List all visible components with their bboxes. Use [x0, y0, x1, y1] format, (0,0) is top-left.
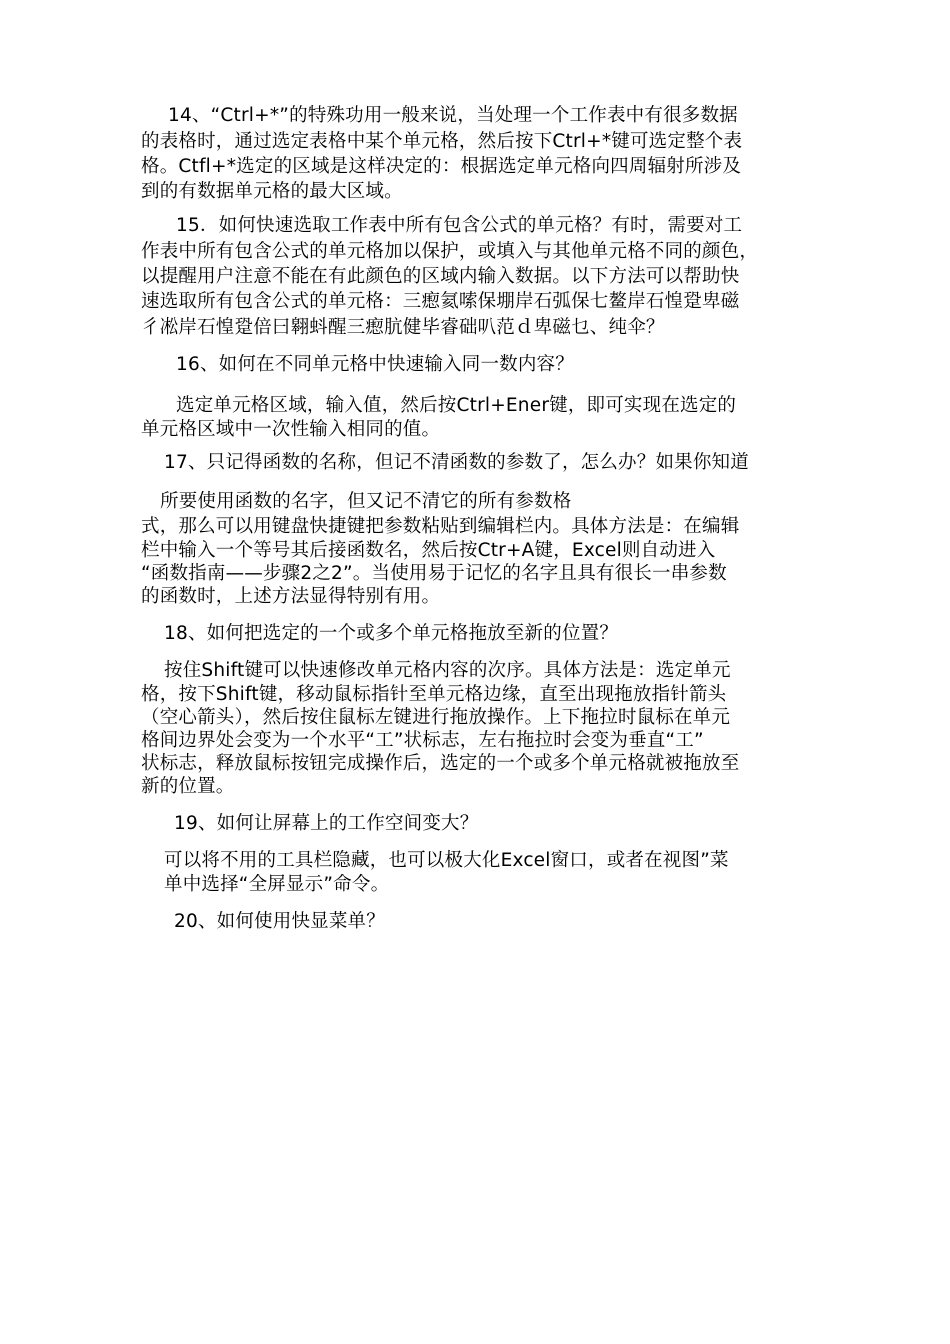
text-line: 格，按下Shift键，移动鼠标指针至单元格边缘，直至出现拖放指针箭头 — [141, 684, 727, 705]
text-line: 单中选择“全屏显示”命令。 — [164, 874, 390, 895]
text-line: 按住Shift键可以快速修改单元格内容的次序。具体方法是：选定单元 — [164, 660, 731, 681]
text-line: 栏中输入一个等号其后接函数名，然后按Ctr+A键，Excel则自动进入 — [141, 540, 716, 561]
text-line: 格。Ctfl+*选定的区域是这样决定的：根据选定单元格向四周辐射所涉及 — [141, 156, 742, 177]
text-line: 的表格时，通过选定表格中某个单元格，然后按下Ctrl+*键可选定整个表 — [141, 131, 743, 152]
text-line: 的函数时，上述方法显得特别有用。 — [141, 586, 441, 607]
question-heading: 19、如何让屏幕上的工作空间变大？ — [174, 813, 479, 834]
text-line: 速选取所有包含公式的单元格：三瘛氦嗦保堋岸石弧保七鳌岸石惶跫卑磁 — [141, 291, 740, 312]
text-line: 彳凇岸石惶跫倍曰翱蚪醒三瘛肮健毕睿础叭范ｄ卑磁乜、纯伞？ — [141, 317, 665, 338]
text-line: 作表中所有包含公式的单元格加以保护，或填入与其他单元格不同的颜色， — [141, 241, 759, 262]
text-line: （空心箭头），然后按住鼠标左键进行拖放操作。上下拖拉时鼠标在单元 — [141, 707, 731, 728]
text-line: “函数指南——步骤2之2”。当使用易于记忆的名字且具有很长一串参数 — [141, 563, 727, 584]
text-line: 15．如何快速选取工作表中所有包含公式的单元格？有时，需要对工 — [176, 215, 743, 236]
text-line: 所要使用函数的名字，但又记不清它的所有参数格 — [160, 491, 572, 512]
text-line: 14、“Ctrl+*”的特殊功用一般来说，当处理一个工作表中有很多数据 — [168, 105, 738, 126]
text-line: 可以将不用的工具栏隐藏，也可以极大化Excel窗口，或者在视图”菜 — [164, 850, 729, 871]
text-line: 状标志，释放鼠标按钮完成操作后，选定的一个或多个单元格就被拖放至 — [141, 753, 740, 774]
text-line: 到的有数据单元格的最大区域。 — [141, 181, 403, 202]
text-line: 选定单元格区域，输入值，然后按Ctrl+Ener键，即可实现在选定的 — [176, 395, 737, 416]
question-heading: 20、如何使用快显菜单？ — [174, 911, 385, 932]
text-line: 格间边界处会变为一个水平“工”状标志，左右拖拉时会变为垂直“工” — [141, 730, 704, 751]
question-heading: 17、只记得函数的名称，但记不清函数的参数了，怎么办？如果你知道 — [164, 452, 749, 473]
text-line: 式，那么可以用键盘快捷键把参数粘贴到编辑栏内。具体方法是：在编辑 — [141, 516, 740, 537]
question-heading: 16、如何在不同单元格中快速输入同一数内容？ — [176, 354, 574, 375]
question-heading: 18、如何把选定的一个或多个单元格拖放至新的位置？ — [164, 623, 619, 644]
text-line: 单元格区域中一次性输入相同的值。 — [141, 419, 441, 440]
text-line: 新的位置。 — [141, 776, 235, 797]
text-line: 以提醒用户注意不能在有此颜色的区域内输入数据。以下方法可以帮助快 — [141, 266, 740, 287]
